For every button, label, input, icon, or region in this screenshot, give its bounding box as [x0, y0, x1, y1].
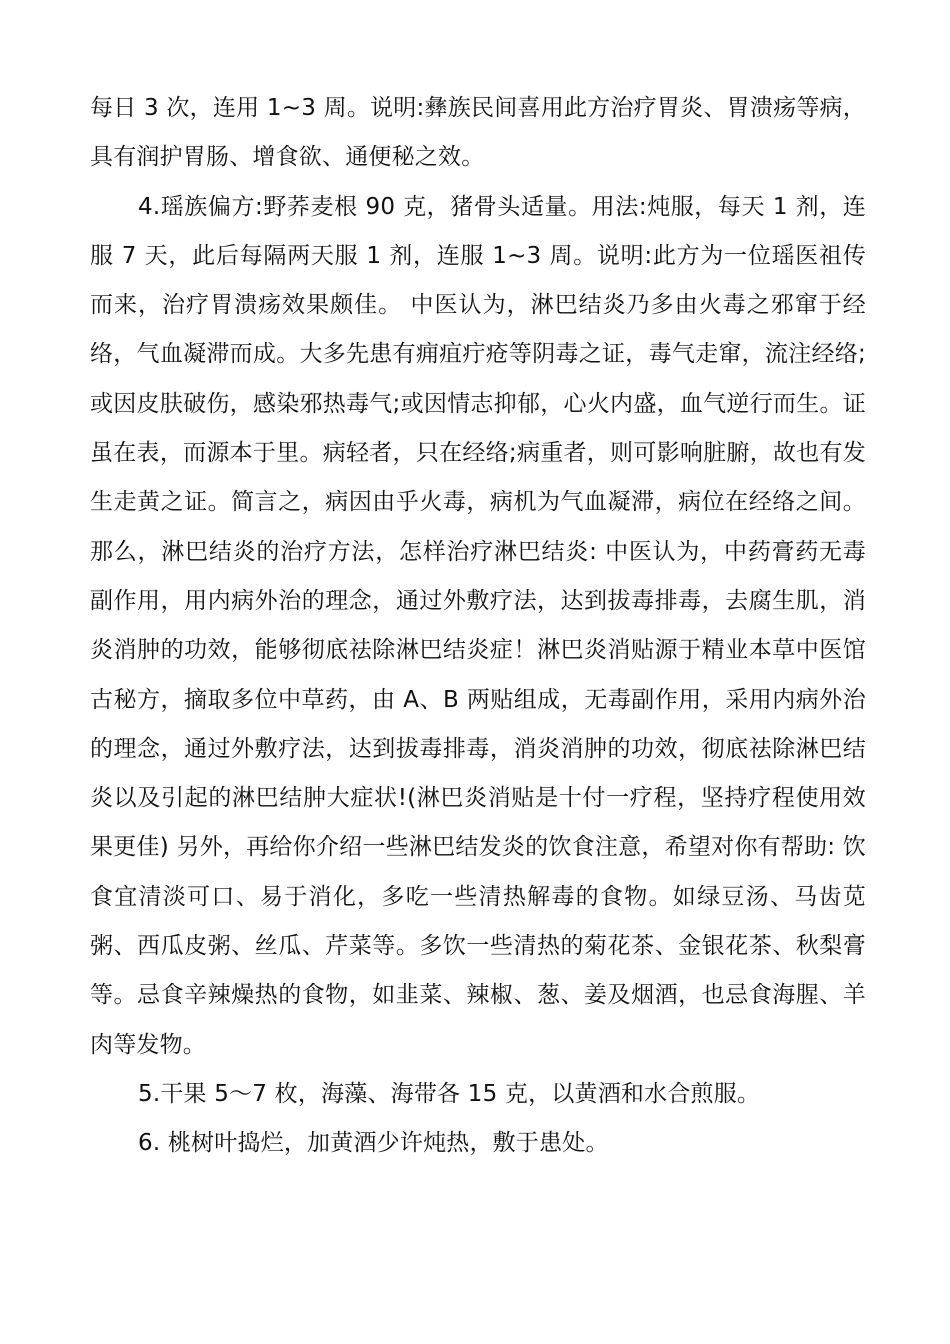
- document-body: [90, 84, 866, 1169]
- paragraph-item-4: 4.瑶族偏方:野荞麦根 90 克，猪骨头适量。用法:炖服，每天 1 剂，连服 7 天，此后每隔两天服 1 剂，连服 1~3 周。说明:此方为一位瑶医祖传而来，治疗胃溃疡效果颇佳。 中医认为，淋巴结炎乃多由火毒之邪窜于经络，气血凝滞而成。大多先患有痈疽疔疮等阴毒之证，毒气走窜，流注经络;或因皮肤破伤，感染邪热毒气;或因情志抑郁，心火内盛，血气逆行而生。证虽在表，而源本于里。病轻者，只在经络;病重者，则可影响脏腑，故也有发生走黄之证。简言之，病因由乎火毒，病机为气血凝滞，病位在经络之间。 那么，淋巴结炎的治疗方法，怎样治疗淋巴结炎: 中医认为，中药膏药无毒副作用，用内病外治的理念，通过外敷疗法，达到拔毒排毒，去腐生肌，消炎消肿的功效，能够彻底祛除淋巴结炎症！淋巴炎消贴源于精业本草中医馆古秘方，摘取多位中草药，由 A、B 两贴组成，无毒副作用，采用内病外治的理念，通过外敷疗法，达到拔毒排毒，消炎消肿的功效，彻底祛除淋巴结炎以及引起的淋巴结肿大症状!(淋巴炎消贴是十付一疗程，坚持疗程使用效果更佳) 另外，再给你介绍一些淋巴结发炎的饮食注意，希望对你有帮助: 饮食宜清淡可口、易于消化，多吃一些清热解毒的食物。如绿豆汤、马齿苋粥、西瓜皮粥、丝瓜、芹菜等。多饮一些清热的菊花茶、金银花茶、秋梨膏等。忌食辛辣燥热的食物，如韭菜、辣椒、葱、姜及烟酒，也忌食海腥、羊肉等发物。: [90, 193, 866, 1058]
- paragraph-item-5: 5.干果 5～7 枚，海藻、海带各 15 克，以黄酒和水合煎服。: [138, 1080, 761, 1107]
- paragraph-continuation: 每日 3 次，连用 1~3 周。说明:彝族民间喜用此方治疗胃炎、胃溃疡等病，具有润护胃肠、增食欲、通便秘之效。: [90, 95, 866, 171]
- paragraph-item-6: 6. 桃树叶捣烂，加黄酒少许炖热，敷于患处。: [138, 1130, 609, 1157]
